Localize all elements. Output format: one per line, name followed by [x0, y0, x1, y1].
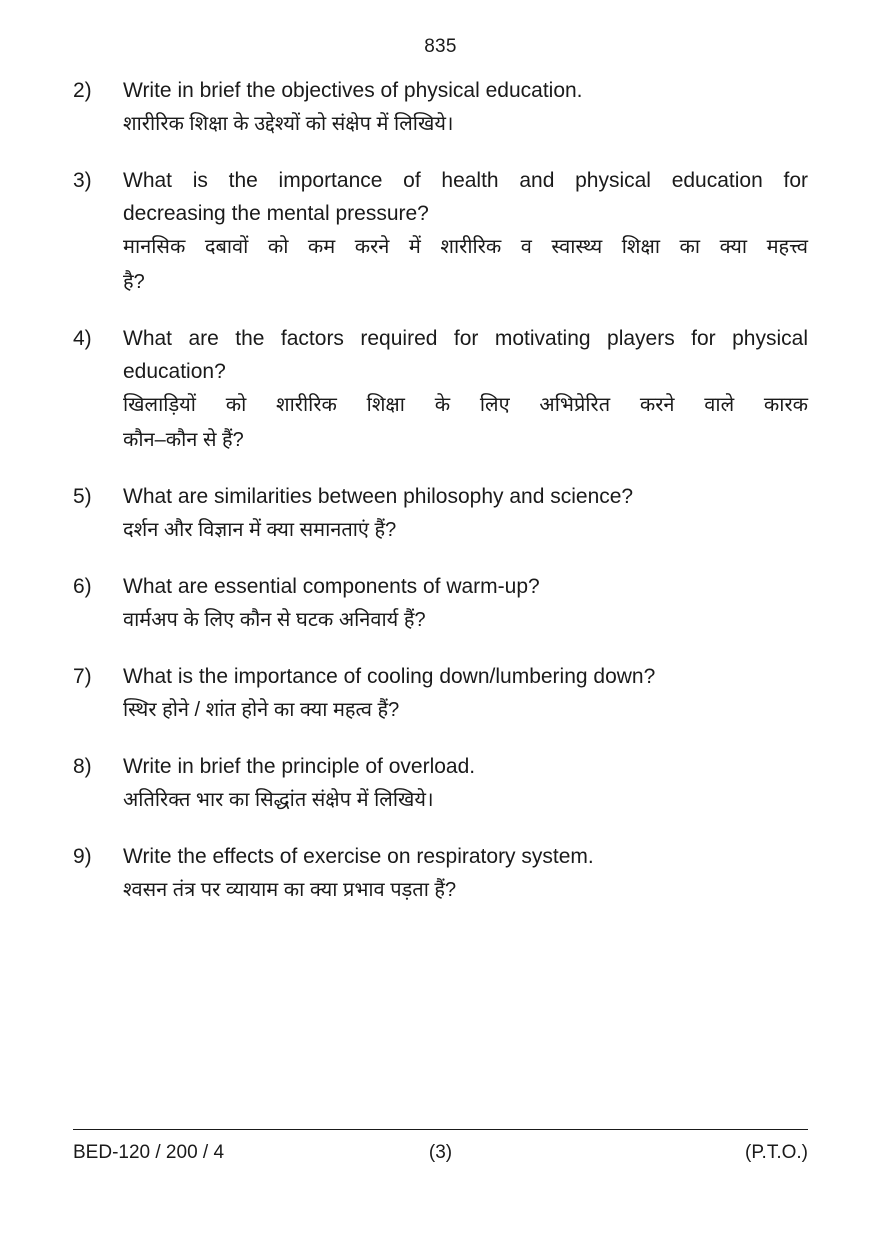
question-item: [73, 750, 808, 818]
question-text-en: decreasing the mental pressure?: [123, 202, 429, 225]
question-text-hi: कौन–कौन से हैं?: [123, 429, 244, 451]
question-text-en: education?: [123, 360, 226, 383]
question-text-hi: है?: [123, 271, 145, 293]
question-text-en: What are essential components of warm-up?: [123, 575, 540, 598]
question-text-en: Write in brief the objectives of physical education.: [123, 79, 583, 102]
question-number: 4): [73, 327, 92, 350]
footer-divider: [73, 1129, 808, 1130]
question-number: 5): [73, 485, 92, 508]
question-number: 3): [73, 169, 92, 192]
question-body: [123, 660, 808, 728]
question-text-en: What is the importance of cooling down/lumbering down?: [123, 665, 656, 688]
question-body: [123, 570, 808, 638]
question-text-hi: दर्शन और विज्ञान में क्या समानताएं हैं?: [123, 519, 397, 541]
question-body: [123, 322, 808, 458]
question-number: 2): [73, 79, 92, 102]
question-number: 7): [73, 665, 92, 688]
footer-pto-note: (P.T.O.): [745, 1142, 808, 1163]
question-text-hi: अतिरिक्त भार का सिद्धांत संक्षेप में लिखिये।: [123, 789, 434, 811]
page-code-header: 835: [424, 36, 457, 57]
question-body: [123, 750, 808, 818]
question-text-hi: श्वसन तंत्र पर व्यायाम का क्या प्रभाव पड़ता हैं?: [123, 879, 457, 901]
question-text-en: What is the importance of health and physical education for: [123, 169, 808, 192]
question-body: [123, 164, 808, 300]
question-text-hi: वार्मअप के लिए कौन से घटक अनिवार्य हैं?: [123, 609, 426, 631]
question-text-hi: शारीरिक शिक्षा के उद्देश्यों को संक्षेप में लिखिये।: [123, 113, 454, 135]
question-item: [73, 660, 808, 728]
question-item: [73, 74, 808, 142]
question-text-en: What are similarities between philosophy and science?: [123, 485, 634, 508]
question-item: [73, 322, 808, 458]
question-body: [123, 480, 808, 548]
footer-paper-code: BED-120 / 200 / 4: [73, 1142, 225, 1163]
question-body: [123, 74, 808, 142]
question-item: [73, 570, 808, 638]
page-footer: [73, 1142, 808, 1164]
question-text-en: What are the factors required for motivating players for physical: [123, 327, 808, 350]
question-item: [73, 480, 808, 548]
question-number: 9): [73, 845, 92, 868]
question-text-hi: स्थिर होने / शांत होने का क्या महत्व हैं?: [123, 699, 400, 721]
question-list: [73, 74, 808, 930]
footer-page-number: (3): [428, 1142, 453, 1163]
question-text-hi: मानसिक दबावों को कम करने में शारीरिक व स्वास्थ्य शिक्षा का क्या महत्त्व: [123, 236, 808, 258]
question-number: 6): [73, 575, 92, 598]
question-body: [123, 840, 808, 908]
question-text-hi: खिलाड़ियों को शारीरिक शिक्षा के लिए अभिप्रेरित करने वाले कारक: [123, 394, 808, 416]
question-item: [73, 840, 808, 908]
question-item: [73, 164, 808, 300]
question-text-en: Write the effects of exercise on respiratory system.: [123, 845, 594, 868]
question-text-en: Write in brief the principle of overload.: [123, 755, 476, 778]
question-number: 8): [73, 755, 92, 778]
